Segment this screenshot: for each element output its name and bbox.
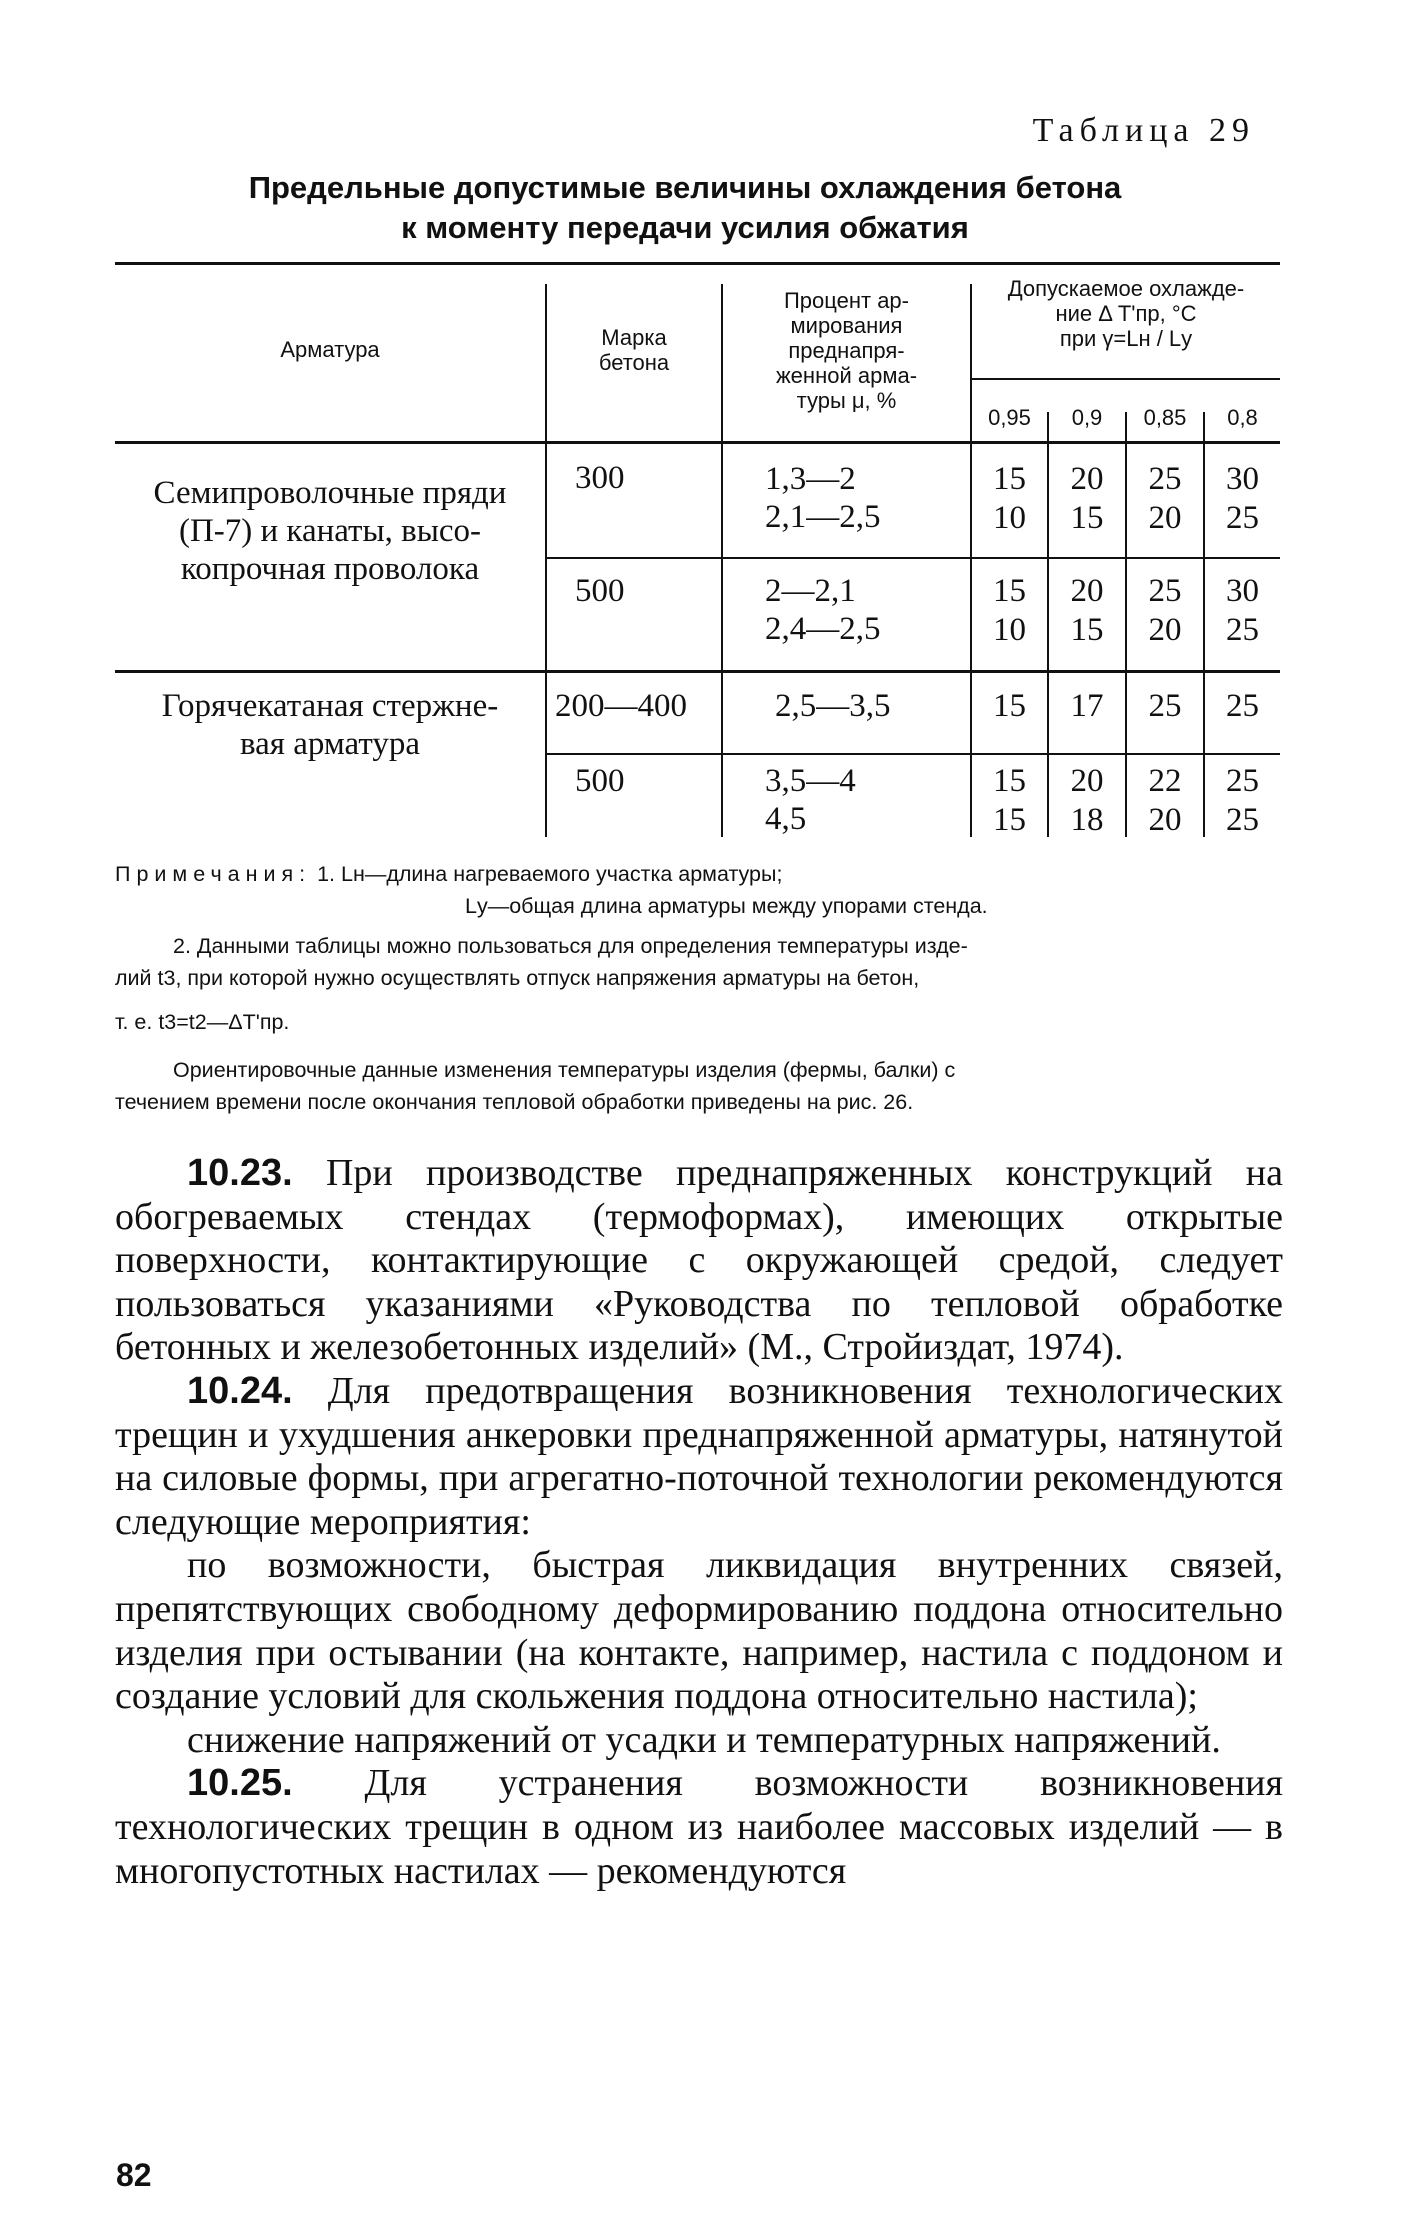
header-subrule [970,378,1280,380]
value-cell: 15 10 [993,573,1026,648]
note-line: Ориентировочные данные изменения температуры изделия (фермы, балки) с [173,1058,956,1082]
value-cell: 25 25 [1226,763,1259,838]
value-cell: 30 25 [1226,461,1259,536]
header-dopuskaemoe: Допускаемое охлажде- ние Δ T'пр, °C при γ=Lн / Lу [1007,276,1245,351]
header-marka: Марка бетона [598,325,670,375]
table-title-line: к моменту передачи усилия обжатия [401,210,969,245]
note-line: Примечания: 1. Lн—длина нагреваемого участка арматуры; [115,862,783,886]
value-cell: 15 15 [993,763,1026,838]
col-rule [970,284,972,837]
paragraph: снижение напряжений от усадки и температурных напряжений. [187,1718,1221,1761]
note-line: 2. Данными таблицы можно пользоваться для определения температуры изде- [173,934,968,958]
percent-cell: 2—2,1 2,4—2,5 [765,573,881,647]
value-cell: 15 [993,688,1026,724]
value-cell: 20 15 [1070,461,1104,536]
cooling-limits-table [115,262,1280,837]
header-procent: Процент ар- мирования преднапря- женной арма- туры μ, % [775,288,918,413]
header-gamma: 0,85 [1143,405,1187,430]
value-cell: 20 18 [1070,763,1104,838]
value-cell: 25 20 [1148,573,1182,648]
marka-cell: 500 [575,763,625,799]
header-gamma: 0,9 [1071,405,1103,430]
table-label: Таблица 29 [1032,112,1255,149]
row-rule [545,753,1280,755]
value-cell: 17 [1070,688,1104,724]
table-title-line: Предельные допустимые величины охлаждения бетона [248,170,1122,205]
note-line: течением времени после окончания тепловой обработки приведены на рис. 26. [115,1090,914,1114]
note-line: лий t3, при которой нужно осуществлять отпуск напряжения арматуры на бетон, [115,966,920,990]
header-bottom-rule [115,441,1280,444]
row-rule [545,557,1280,559]
marka-cell: 300 [575,460,625,496]
armatura-cell: Семипроволочные пряди (П-7) и канаты, высо- копрочная проволока [153,475,507,587]
armatura-cell: Горячекатаная стержне- вая арматура [161,688,499,762]
notes [115,858,1285,1118]
group-rule [115,670,1280,673]
percent-cell: 3,5—4 4,5 [765,763,856,837]
value-cell: 25 [1148,688,1182,724]
value-cell: 22 20 [1148,763,1182,838]
value-cell: 30 25 [1226,573,1259,648]
value-cell: 15 10 [993,461,1026,536]
notes-label: Примечания: [115,862,312,886]
header-armatura: Арматура [280,337,380,362]
percent-cell: 2,5—3,5 [775,688,891,724]
paragraph-number: 10.23. [187,1152,293,1194]
value-cell: 25 [1226,688,1259,724]
marka-cell: 500 [575,573,625,609]
header-gamma: 0,8 [1227,405,1258,430]
paragraph-number: 10.24. [187,1369,293,1412]
note-line: Lу—общая длина арматуры между упорами стенда. [465,894,988,918]
marka-cell: 200—400 [555,688,687,724]
paragraph: 10.23. При производстве преднапряженных конструкций на обогреваемых стендах (термоформах), имеющих открытые поверхности, контактирующие с окружающей средой, следует пользоваться указаниями «Руководства по тепловой обработке бетонных и железобетонных изделий» (М., Стройиздат, 1974). [115,1152,1283,1369]
value-cell: 25 20 [1148,461,1182,536]
header-gamma: 0,95 [988,405,1031,430]
paragraph: 10.25. Для устранения возможности возникновения технологических трещин в одном из наиболее массовых изделий — в многопустотных настилах — рекомендуются [115,1762,1283,1892]
paragraph-number: 10.25. [187,1762,293,1805]
percent-cell: 1,3—2 2,1—2,5 [765,461,881,535]
note-line: т. е. t3=t2—ΔT'пр. [115,1010,290,1034]
paragraph: 10.24. Для предотвращения возникновения технологических трещин и ухудшения анкеровки преднапряженной арматуры, натянутой на силовые формы, при агрегатно-поточной технологии рекомендуются следующие мероприятия: [115,1369,1283,1543]
body-text [115,1152,1283,1893]
value-cell: 20 15 [1070,573,1104,648]
paragraph: по возможности, быстрая ликвидация внутренних связей, препятствующих свободному деформированию поддона относительно изделия при остывании (на контакте, например, настила с поддоном и создание условий для скольжения поддона относительно настила); [115,1544,1283,1718]
table-top-rule [115,262,1280,265]
page-number: 82 [116,2157,152,2193]
table-title [115,168,1255,248]
